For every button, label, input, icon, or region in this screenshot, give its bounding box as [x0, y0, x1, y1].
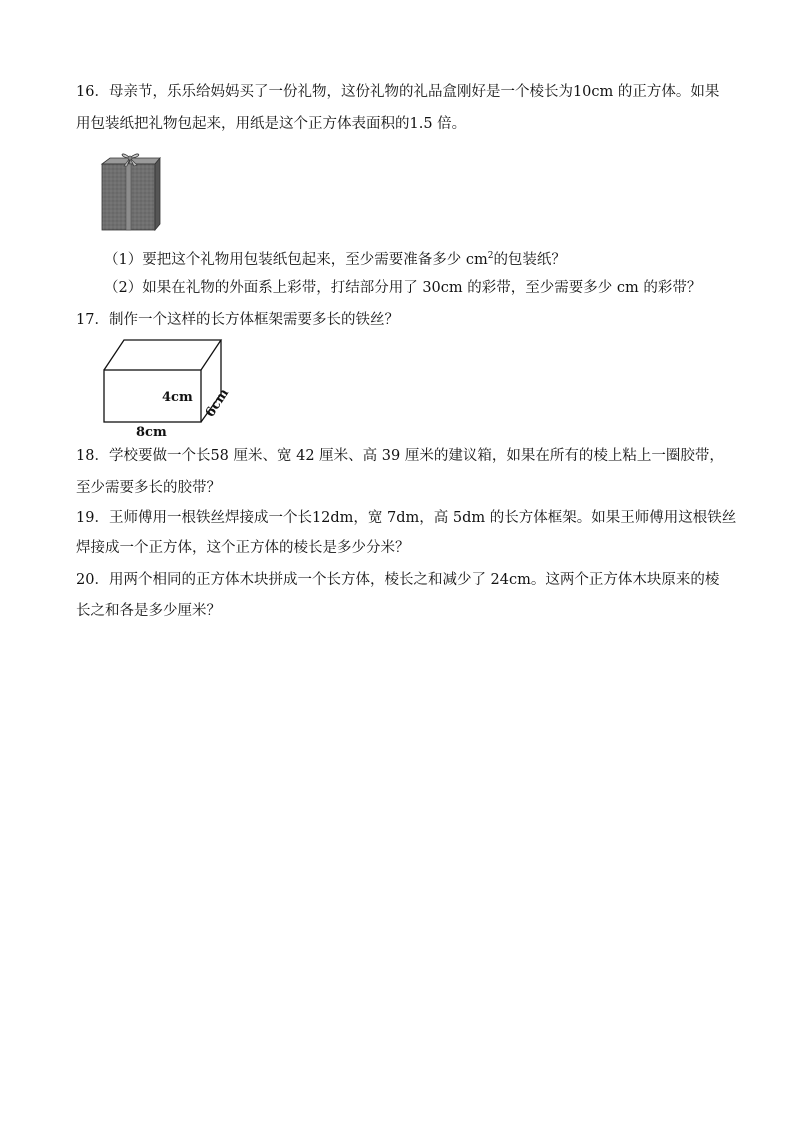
q16-sub-question-1: [104, 246, 754, 270]
q16-line-2: 用包装纸把礼物包起来，用纸是这个正方体表面积的1.5 倍。: [76, 116, 467, 132]
q16-sub1-text: （1）要把这个礼物用包装纸包起来，至少需要准备多少 cm: [104, 251, 488, 268]
q18-line-1: 18．学校要做一个长58 厘米、宽 42 厘米、高 39 厘米的建议箱，如果在所有的棱上粘上一圈胶带，: [76, 448, 724, 464]
q16-sub1-exponent: 2: [487, 251, 494, 261]
q16-sub1-suffix: 的包装纸？: [493, 251, 566, 268]
q18-line-2: 至少需要多长的胶带？: [76, 480, 221, 496]
q19-line-2: 焊接成一个正方体，这个正方体的棱长是多少分米？: [76, 540, 410, 556]
q17-text: 17．制作一个这样的长方体框架需要多长的铁丝？: [76, 312, 399, 328]
q19-line-1: 19．王师傅用一根铁丝焊接成一个长12dm，宽 7dm，高 5dm 的长方体框架。如果王师傅用这根铁丝: [76, 510, 737, 526]
gift-box-image: [100, 148, 162, 232]
cuboid-top-face: [104, 340, 221, 370]
cuboid-diagram: [100, 338, 245, 438]
cuboid-length-label: 8cm: [136, 425, 167, 438]
q16-line-1: 16．母亲节，乐乐给妈妈买了一份礼物，这份礼物的礼品盒刚好是一个棱长为10cm 的正方体。如果: [76, 84, 720, 100]
cuboid-depth-label: 6cm: [202, 386, 233, 421]
cuboid-height-label: 4cm: [162, 390, 193, 405]
q20-line-2: 长之和各是多少厘米？: [76, 603, 221, 619]
q16-sub-question-2: （2）如果在礼物的外面系上彩带，打结部分用了 30cm 的彩带，至少需要多少 cm 的彩带？: [104, 280, 702, 296]
q20-line-1: 20．用两个相同的正方体木块拼成一个长方体，棱长之和减少了 24cm。这两个正方体木块原来的棱: [76, 572, 720, 588]
